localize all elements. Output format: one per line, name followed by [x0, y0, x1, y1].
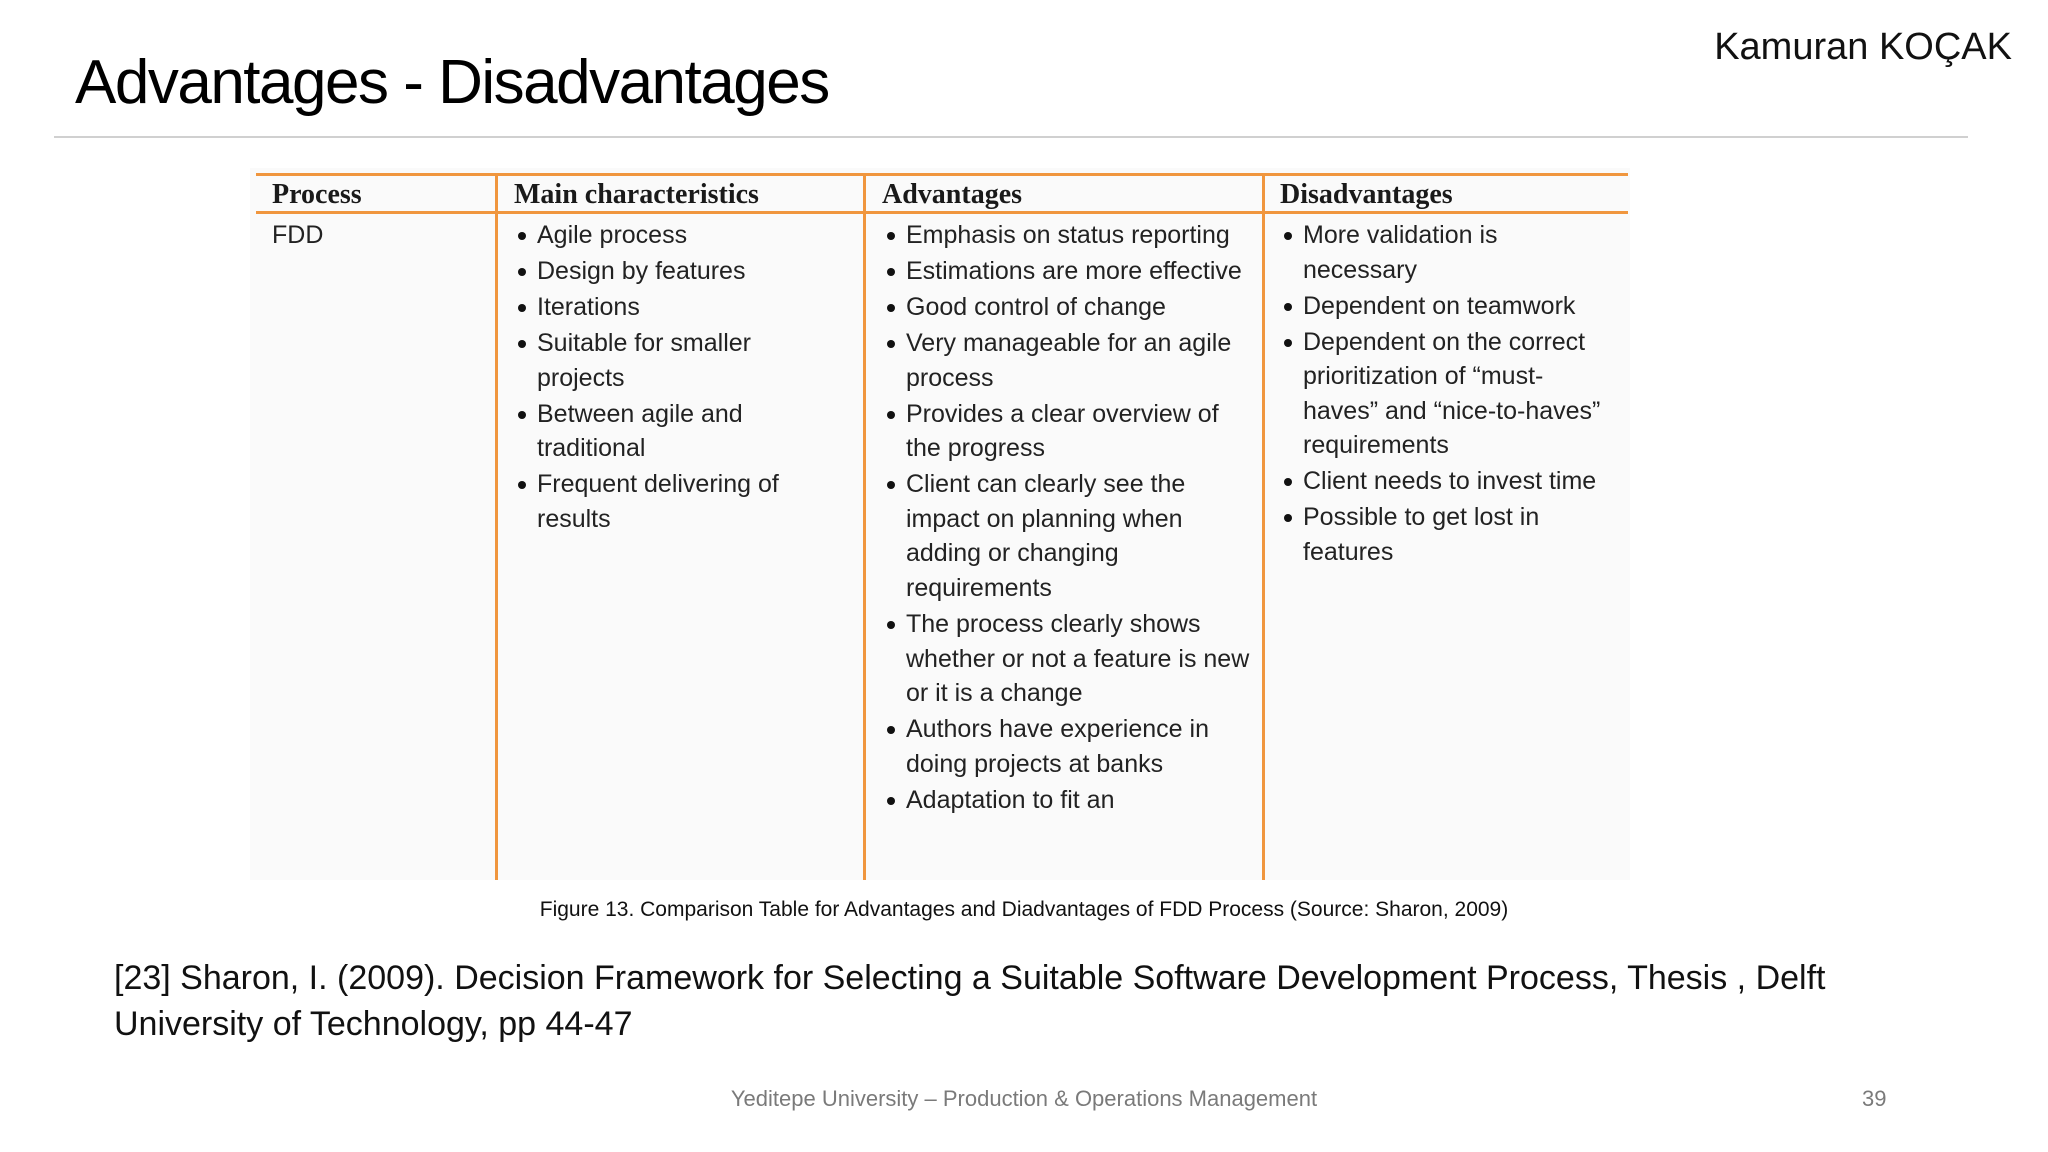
advantage-item: Good control of change [884, 290, 1254, 325]
page-number: 39 [1862, 1086, 1887, 1111]
characteristics-cell [515, 218, 845, 538]
disadvantage-item: More validation is necessary [1281, 218, 1611, 287]
reference-citation: [23] Sharon, I. (2009). Decision Framework for Selecting a Suitable Software Development Process, Thesis , Delft University of Technology, pp 44-47 [114, 959, 1826, 1043]
disadvantage-item: Dependent on teamwork [1281, 289, 1611, 324]
disadvantage-item: Client needs to invest time [1281, 464, 1611, 499]
author-name: Kamuran KOÇAK [1714, 26, 2012, 68]
advantage-item: Estimations are more effective [884, 254, 1254, 289]
disadvantages-cell [1281, 218, 1611, 571]
characteristic-item: Design by features [515, 254, 845, 289]
advantage-item: The process clearly shows whether or not a feature is new or it is a change [884, 607, 1254, 711]
advantages-cell [884, 218, 1254, 819]
table-top-rule [256, 173, 1628, 176]
characteristic-item: Iterations [515, 290, 845, 325]
advantage-item: Emphasis on status reporting [884, 218, 1254, 253]
header-process: Process [272, 179, 362, 210]
process-cell: FDD [272, 221, 324, 249]
disadvantage-item: Dependent on the correct prioritization of “must-haves” and “nice-to-haves” requirements [1281, 325, 1611, 463]
disadvantage-item: Possible to get lost in features [1281, 500, 1611, 569]
header-disadvantages: Disadvantages [1280, 179, 1453, 210]
slide-footer: Yeditepe University – Production & Operations Management [730, 1086, 1318, 1111]
characteristic-item: Frequent delivering of results [515, 467, 845, 536]
title-divider [54, 136, 1968, 138]
slide-title: Advantages - Disadvantages [75, 48, 829, 117]
advantage-item: Authors have experience in doing projects at banks [884, 712, 1254, 781]
characteristic-item: Between agile and traditional [515, 397, 845, 466]
advantage-item: Adaptation to fit an [884, 783, 1254, 818]
header-advantages: Advantages [882, 179, 1023, 210]
characteristic-item: Suitable for smaller projects [515, 326, 845, 395]
figure-caption: Figure 13. Comparison Table for Advantages and Diadvantages of FDD Process (Source: Sharon, 2009) [539, 898, 1509, 921]
header-main-characteristics: Main characteristics [514, 179, 759, 210]
column-divider [495, 173, 498, 880]
column-divider [1262, 173, 1265, 880]
advantage-item: Provides a clear overview of the progress [884, 397, 1254, 466]
advantage-item: Client can clearly see the impact on planning when adding or changing requirements [884, 467, 1254, 605]
advantage-item: Very manageable for an agile process [884, 326, 1254, 395]
column-divider [863, 173, 866, 880]
comparison-table-figure [250, 168, 1630, 880]
characteristic-item: Agile process [515, 218, 845, 253]
